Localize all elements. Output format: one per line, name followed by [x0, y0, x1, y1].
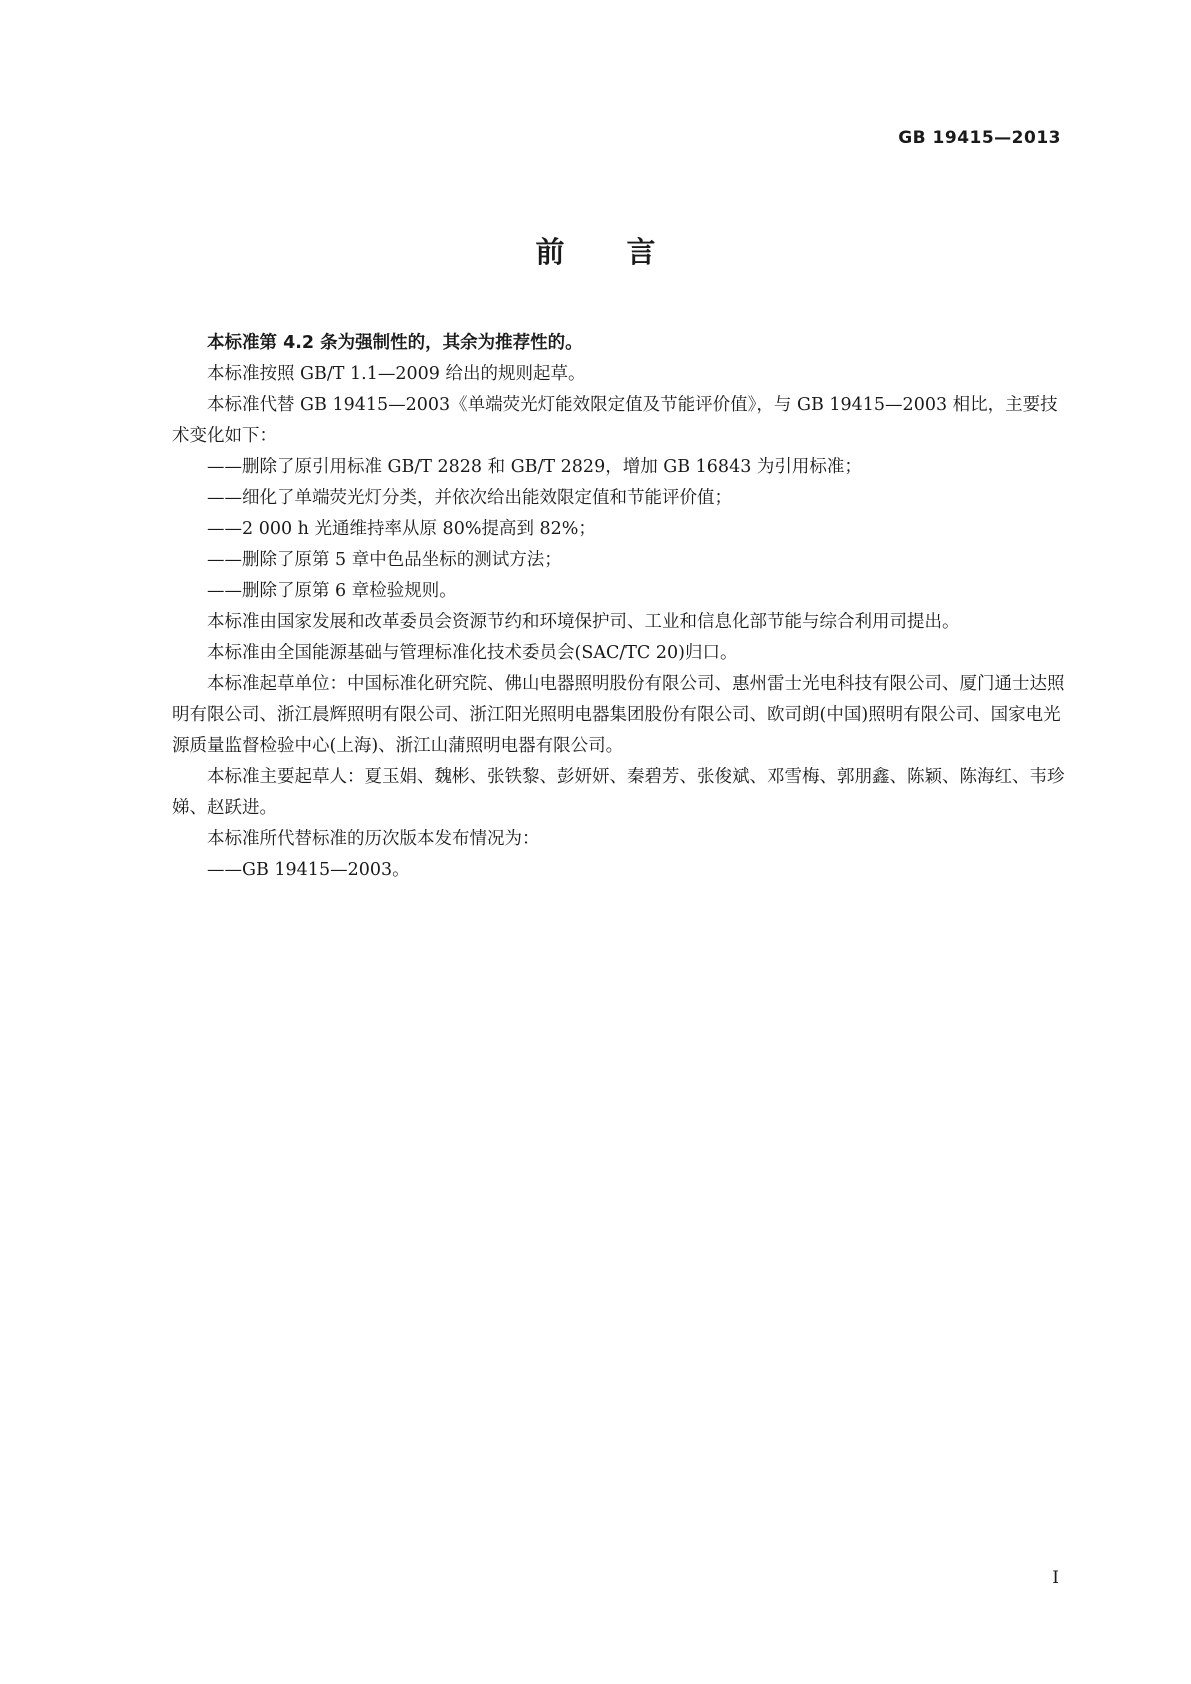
drafting-rules-paragraph: 本标准按照 GB/T 1.1—2009 给出的规则起草。: [207, 364, 586, 384]
change-item: ——删除了原第 6 章检验规则。: [207, 581, 457, 601]
proposer-paragraph: 本标准由国家发展和改革委员会资源节约和环境保护司、工业和信息化部节能与综合利用司提出。: [207, 612, 960, 632]
change-item: ——细化了单端荧光灯分类，并依次给出能效限定值和节能评价值；: [207, 488, 732, 508]
history-item: ——GB 19415—2003。: [207, 860, 410, 880]
drafters-paragraph: 本标准主要起草人：夏玉娟、魏彬、张铁黎、彭妍妍、秦碧芳、张俊斌、邓雪梅、郭朋鑫、陈颖、陈海红、韦珍娣、赵跃进。: [172, 767, 1065, 818]
standard-number: GB 19415—2013: [898, 128, 1061, 148]
change-item: ——2 000 h 光通维持率从原 80%提高到 82%；: [207, 519, 596, 539]
page-number: I: [1052, 1568, 1059, 1588]
page-title: 前言: [535, 235, 718, 269]
replacement-paragraph: 本标准代替 GB 19415—2003《单端荧光灯能效限定值及节能评价值》，与 GB 19415—2003 相比，主要技术变化如下：: [172, 395, 1058, 446]
mandatory-clause-statement: 本标准第 4.2 条为强制性的，其余为推荐性的。: [207, 333, 583, 353]
change-item: ——删除了原引用标准 GB/T 2828 和 GB/T 2829，增加 GB 16843 为引用标准；: [207, 457, 862, 477]
foreword-body: [172, 328, 1067, 886]
change-item: ——删除了原第 5 章中色品坐标的测试方法；: [207, 550, 562, 570]
history-intro-paragraph: 本标准所代替标准的历次版本发布情况为：: [207, 829, 540, 849]
centralized-management-paragraph: 本标准由全国能源基础与管理标准化技术委员会(SAC/TC 20)归口。: [207, 643, 738, 663]
drafting-units-paragraph: 本标准起草单位：中国标准化研究院、佛山电器照明股份有限公司、惠州雷士光电科技有限公司、厦门通士达照明有限公司、浙江晨辉照明有限公司、浙江阳光照明电器集团股份有限公司、欧司朗(中国)照明有限公司、国家电光源质量监督检验中心(上海)、浙江山蒲照明电器有限公司。: [172, 674, 1065, 756]
